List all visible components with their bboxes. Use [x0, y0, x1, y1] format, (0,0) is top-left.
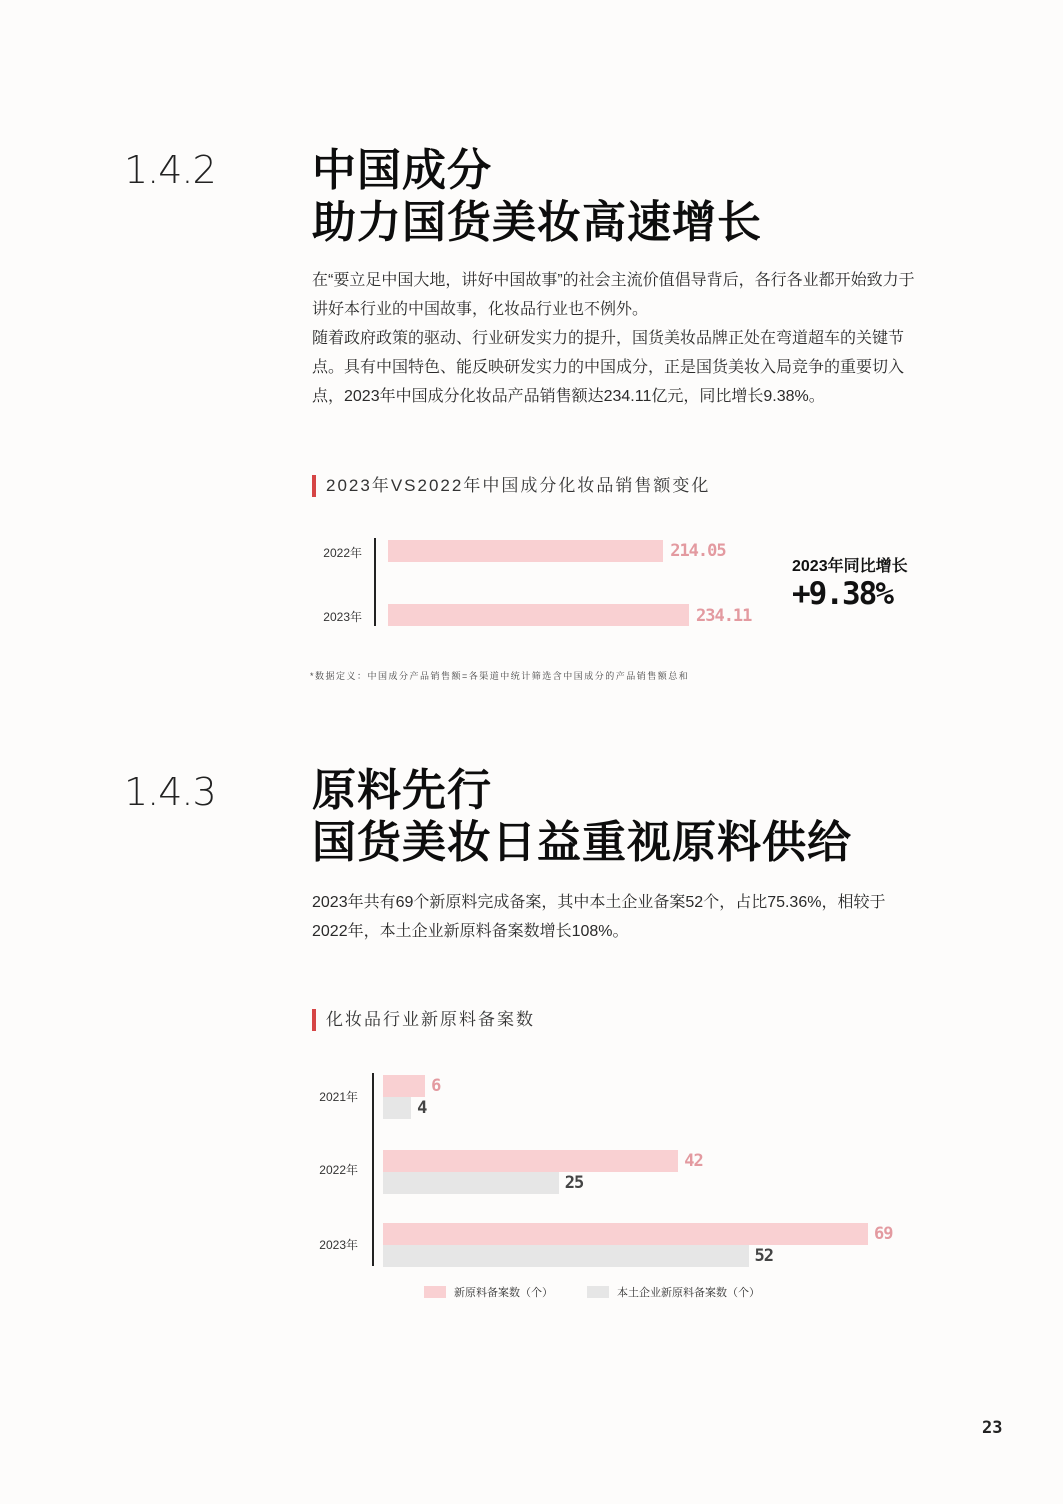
category-label: 2021年: [319, 1090, 358, 1104]
chart-heading: 2023年VS2022年中国成分化妆品销售额变化: [312, 475, 710, 497]
category-label: 2023年: [319, 1238, 358, 1252]
section-title-line2: 国货美妆日益重视原料供给: [312, 817, 852, 868]
bar-domestic-materials: [383, 1245, 749, 1267]
bar-domestic-materials: [383, 1097, 411, 1119]
bar-new-materials: [383, 1223, 868, 1245]
growth-value: +9.38%: [792, 576, 892, 612]
growth-label: 2023年同比增长: [792, 558, 908, 575]
category-label: 2022年: [319, 1163, 358, 1177]
bar-value-label: 42: [684, 1151, 703, 1171]
section-title-line1: 原料先行: [312, 765, 492, 816]
section-number: 1.4.2: [124, 148, 216, 192]
chart-axis: [372, 1073, 374, 1266]
bar-domestic-materials: [383, 1172, 559, 1194]
footnote: *数据定义：中国成分产品销售额=各渠道中统计筛选含中国成分的产品销售额总和: [310, 671, 690, 681]
chart-axis: [374, 538, 376, 626]
bar-new-materials: [383, 1075, 425, 1097]
bar-2023: [388, 604, 689, 626]
legend-item: [587, 1284, 760, 1300]
bar-value-label: 69: [874, 1224, 893, 1244]
bar-new-materials: [383, 1150, 678, 1172]
bar-value-label: 214.05: [670, 541, 726, 561]
legend-label: 新原料备案数（个）: [454, 1287, 553, 1299]
legend-label: 本土企业新原料备案数（个）: [617, 1287, 760, 1299]
legend-item: [424, 1284, 553, 1300]
section-body: [312, 888, 918, 946]
section-number: 1.4.3: [124, 770, 216, 814]
section-title: [312, 145, 762, 249]
category-label: 2022年: [323, 546, 362, 560]
section-title-line2: 助力国货美妆高速增长: [312, 197, 762, 248]
paragraph: 在“要立足中国大地，讲好中国故事”的社会主流价值倡导背后，各行各业都开始致力于讲好本行业的中国故事，化妆品行业也不例外。: [312, 272, 915, 318]
category-label: 2023年: [323, 610, 362, 624]
paragraph: 随着政府政策的驱动、行业研发实力的提升，国货美妆品牌正处在弯道超车的关键节点。具有中国特色、能反映研发实力的中国成分，正是国货美妆入局竞争的重要切入点，2023年中国成分化妆品产品销售额达234.11亿元，同比增长9.38%。: [312, 330, 905, 405]
bar-value-label: 234.11: [695, 606, 752, 626]
paragraph: 2023年共有69个新原料完成备案，其中本土企业备案52个，占比75.36%，相较于2022年，本土企业新原料备案数增长108%。: [312, 894, 886, 940]
legend-swatch: [424, 1286, 446, 1298]
page-number: 23: [982, 1418, 1003, 1438]
bar-value-label: 52: [754, 1246, 773, 1266]
bar-value-label: 4: [417, 1098, 427, 1118]
bar-value-label: 6: [431, 1076, 441, 1096]
bar-value-label: 25: [564, 1173, 584, 1193]
section-title: [312, 765, 852, 869]
bar-2022: [388, 540, 663, 562]
chart-heading: 化妆品行业新原料备案数: [312, 1009, 535, 1031]
section-body: [312, 266, 918, 411]
section-title-line1: 中国成分: [312, 145, 492, 196]
legend-swatch: [587, 1286, 609, 1298]
